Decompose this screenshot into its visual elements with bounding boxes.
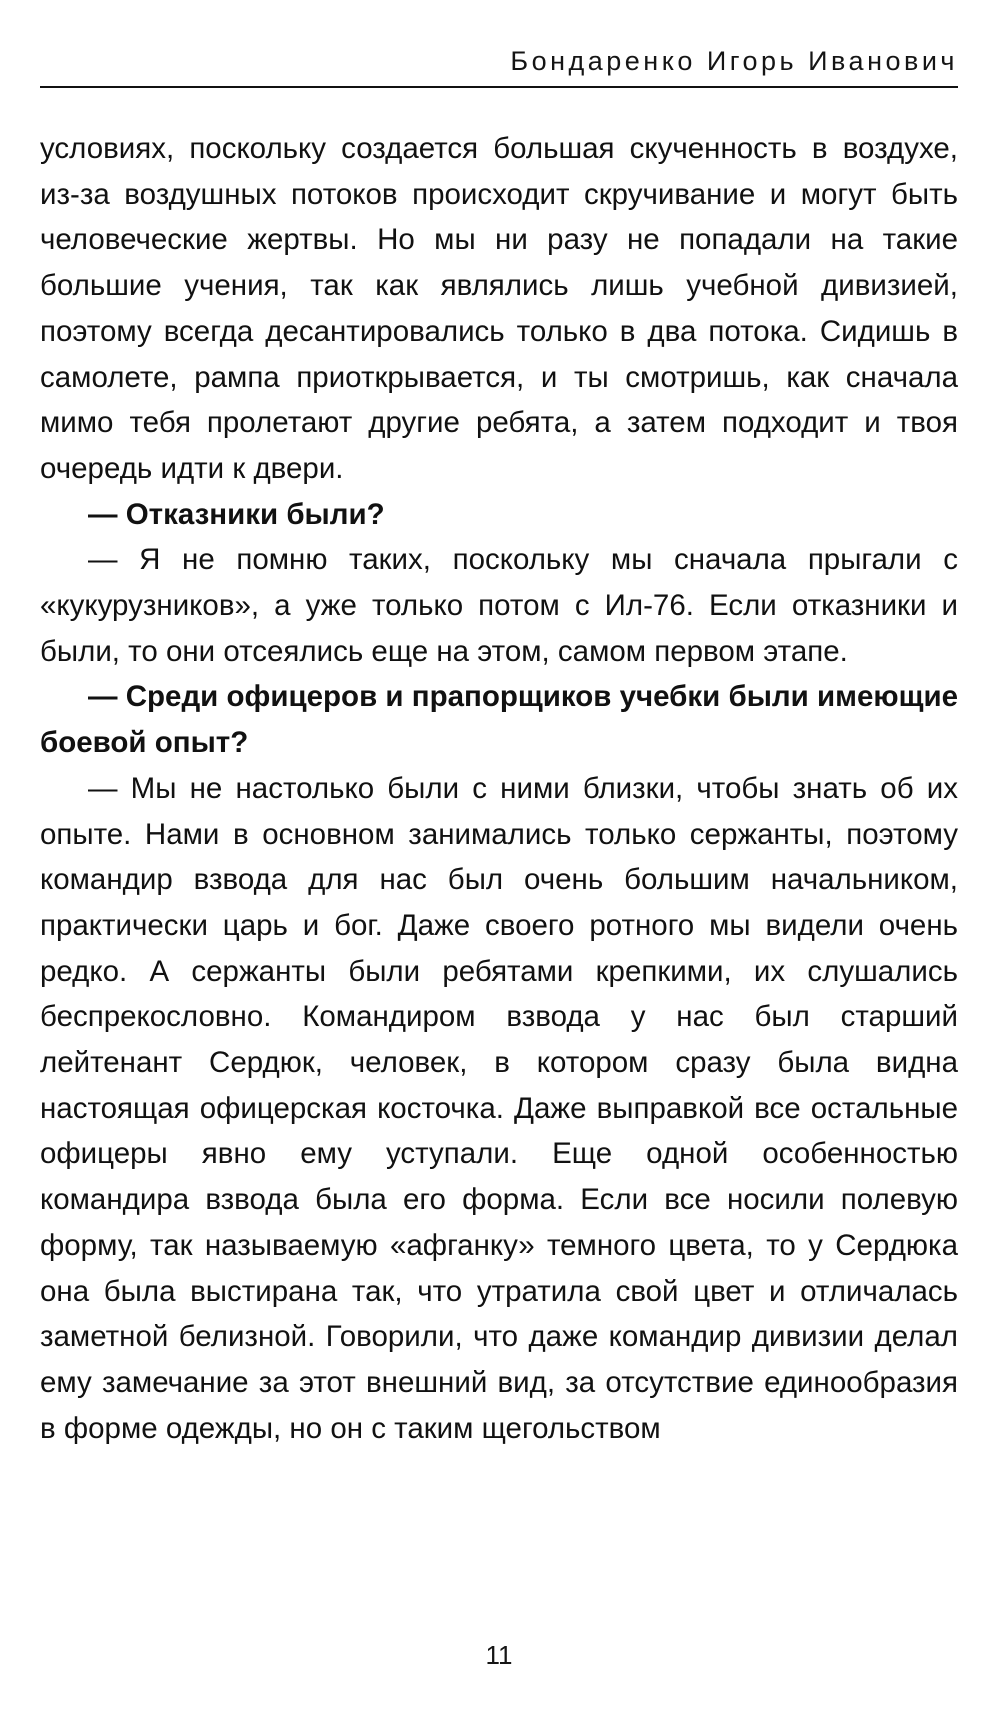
running-head: Бондаренко Игорь Иванович [510, 46, 958, 76]
header-rule [40, 86, 958, 88]
paragraph-continuation: условиях, поскольку создается большая скученность в воздухе, из-за воздушных потоков происходит скручивание и могут быть человеческие жертвы. Но мы ни разу не попадали на такие большие учения, так как являлись лишь учебной дивизией, поэтому всегда десантировались только в два потока. Сидишь в самолете, рампа приоткрывается, и ты смотришь, как сначала мимо тебя пролетают другие ребята, а затем подходит и твоя очередь идти к двери. [40, 132, 958, 485]
page-body [40, 126, 958, 1451]
interview-answer: — Мы не настолько были с ними близки, чтобы знать об их опыте. Нами в основном занимались только сержанты, поэтому командир взвода для нас был очень большим начальником, практически царь и бог. Даже своего ротного мы видели очень редко. А сержанты были ребятами крепкими, их слушались беспрекословно. Командиром взвода у нас был старший лейтенант Сердюк, человек, в котором сразу была видна настоящая офицерская косточка. Даже выправкой все остальные офицеры явно ему уступали. Еще одной особенностью командира взвода была его форма. Если все носили полевую форму, так называемую «афганку» темного цвета, то у Сердюка она была выстирана так, что утратила свой цвет и отличалась заметной белизной. Говорили, что даже командир дивизии делал ему замечание за этот внешний вид, за отсутствие единообразия в форме одежды, но он с таким щегольством [40, 771, 958, 1445]
interview-question: — Отказники были? [88, 497, 385, 531]
interview-answer: — Я не помню таких, поскольку мы сначала прыгали с «кукурузников», а уже только потом с Ил-76. Если отказники и были, то они отсеялись еще на этом, самом первом этапе. [40, 543, 958, 668]
interview-question: — Среди офицеров и прапорщиков учебки были имеющие боевой опыт? [40, 680, 958, 760]
page-number: 11 [485, 1640, 513, 1670]
